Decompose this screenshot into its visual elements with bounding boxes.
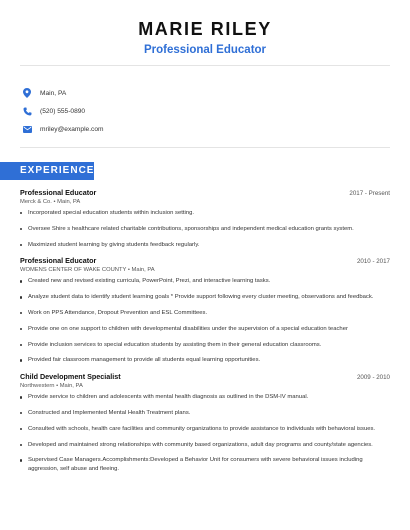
- map-pin-icon: [22, 88, 32, 98]
- bullet-item: Provide inclusion services to special education students by assisting them in their general education classrooms.: [20, 341, 390, 349]
- job-dates: 2010 - 2017: [356, 258, 390, 266]
- job-bullets: [20, 393, 390, 473]
- person-title: Professional Educator: [143, 44, 267, 56]
- bullet-item: Incorporated special education students within inclusion setting.: [20, 209, 390, 217]
- bullet-item: Created new and revised existing curricula, PowerPoint, Prezi, and interactive learning tasks.: [20, 277, 390, 285]
- bullet-item: Provide service to children and adolescents with mental health diagnosis as outlined in the DSM-IV manual.: [20, 393, 390, 401]
- bullet-item: Analyze student data to identify student learning goals * Provide support following every cluster meeting, observations and feedback.: [20, 293, 390, 301]
- bullet-item: Work on PPS Attendance, Dropout Prevention and ESL Committees.: [20, 309, 390, 317]
- job-organization: Merck & Co. • Main, PA: [20, 199, 81, 205]
- bullet-item: Supervised Case Managers.Accomplishments:Developed a Behavior Unit for consumers with severe behavioral issues including aggression, self abuse and fleeing.: [20, 456, 390, 473]
- bullet-item: Oversee Shire s healthcare related charitable contributions, sponsorships and independent medical education grants system.: [20, 225, 390, 233]
- person-name: MARIE RILEY: [138, 19, 272, 39]
- job-entry: [20, 372, 390, 473]
- experience-heading: EXPERIENCE: [0, 162, 94, 180]
- job-entry: [20, 256, 390, 364]
- phone-text: (520) 555-0890: [40, 107, 86, 115]
- contact-location: [22, 84, 104, 102]
- contact-email: [22, 120, 104, 138]
- location-text: Main, PA: [40, 89, 67, 97]
- header-divider: [20, 65, 390, 66]
- job-title: Child Development Specialist: [20, 372, 121, 382]
- job-bullets: [20, 277, 390, 364]
- job-dates: 2017 - Present: [349, 190, 390, 197]
- resume-header: [0, 0, 410, 57]
- bullet-item: Provided fair classroom management to provide all students equal learning opportunities.: [20, 356, 390, 364]
- contact-phone: [22, 102, 104, 120]
- contact-block: [22, 84, 104, 138]
- bullet-item: Consulted with schools, health care facilities and community organizations to provide assistance to individuals with behavioral issues.: [20, 425, 390, 433]
- job-bullets: [20, 209, 390, 249]
- phone-icon: [22, 106, 32, 116]
- contact-divider: [20, 147, 390, 148]
- email-text: mriley@example.com: [40, 125, 104, 133]
- email-icon: [22, 124, 32, 134]
- experience-section: [20, 188, 390, 480]
- bullet-item: Constructed and Implemented Mental Health Treatment plans.: [20, 409, 390, 417]
- job-entry: [20, 188, 390, 249]
- job-title: Professional Educator: [20, 188, 97, 197]
- bullet-item: Maximized student learning by giving students feedback regularly.: [20, 241, 390, 249]
- bullet-item: Provide one on one support to children with developmental disabilities under the supervision of a special education teacher: [20, 325, 390, 333]
- job-dates: 2009 - 2010: [356, 374, 390, 382]
- job-organization: WOMENS CENTER OF WAKE COUNTY • Main, PA: [20, 267, 155, 274]
- bullet-item: Developed and maintained strong relationships with community based organizations, adult day programs and county/state agencies.: [20, 441, 390, 449]
- job-organization: Northwestern • Main, PA: [20, 383, 83, 390]
- job-title: Professional Educator: [20, 256, 97, 266]
